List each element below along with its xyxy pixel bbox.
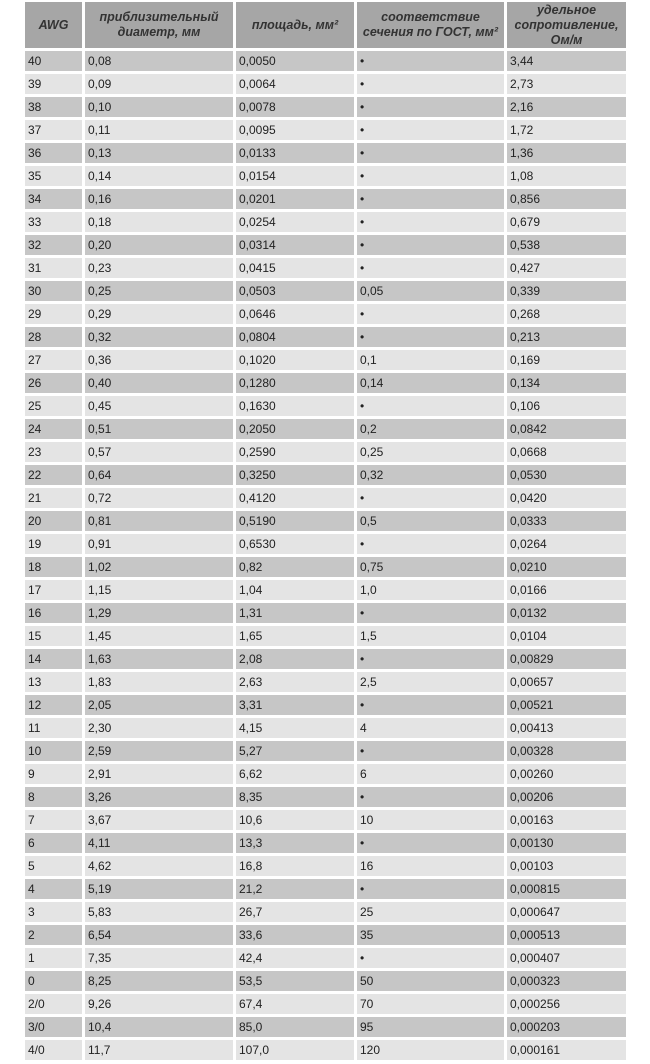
- cell-gost: 0,32: [357, 465, 504, 485]
- table-row: [25, 879, 626, 899]
- cell-awg: 2/0: [25, 994, 82, 1014]
- cell-awg: 17: [25, 580, 82, 600]
- cell-awg: 29: [25, 304, 82, 324]
- table-row: [25, 1017, 626, 1037]
- table-row: [25, 1040, 626, 1060]
- table-row: [25, 212, 626, 232]
- cell-awg: 22: [25, 465, 82, 485]
- cell-diameter: 6,54: [85, 925, 233, 945]
- cell-area: 1,31: [236, 603, 354, 623]
- cell-gost: 0,2: [357, 419, 504, 439]
- cell-diameter: 0,40: [85, 373, 233, 393]
- cell-resistance: 0,00657: [507, 672, 626, 692]
- cell-resistance: 2,73: [507, 74, 626, 94]
- table-row: [25, 833, 626, 853]
- cell-area: 21,2: [236, 879, 354, 899]
- cell-gost: 1,5: [357, 626, 504, 646]
- cell-diameter: 0,36: [85, 350, 233, 370]
- cell-gost: •: [357, 741, 504, 761]
- cell-area: 67,4: [236, 994, 354, 1014]
- cell-area: 0,0804: [236, 327, 354, 347]
- cell-resistance: 0,0132: [507, 603, 626, 623]
- cell-awg: 2: [25, 925, 82, 945]
- cell-resistance: 0,339: [507, 281, 626, 301]
- cell-awg: 1: [25, 948, 82, 968]
- cell-resistance: 0,0420: [507, 488, 626, 508]
- cell-resistance: 1,72: [507, 120, 626, 140]
- cell-diameter: 0,10: [85, 97, 233, 117]
- cell-area: 1,04: [236, 580, 354, 600]
- cell-area: 2,08: [236, 649, 354, 669]
- cell-gost: •: [357, 695, 504, 715]
- cell-diameter: 2,05: [85, 695, 233, 715]
- cell-gost: 0,25: [357, 442, 504, 462]
- cell-diameter: 8,25: [85, 971, 233, 991]
- cell-gost: 1,0: [357, 580, 504, 600]
- cell-awg: 28: [25, 327, 82, 347]
- cell-area: 0,2050: [236, 419, 354, 439]
- cell-resistance: 0,679: [507, 212, 626, 232]
- cell-gost: •: [357, 97, 504, 117]
- cell-diameter: 0,20: [85, 235, 233, 255]
- cell-area: 6,62: [236, 764, 354, 784]
- cell-resistance: 3,44: [507, 51, 626, 71]
- cell-area: 0,0133: [236, 143, 354, 163]
- cell-resistance: 0,00163: [507, 810, 626, 830]
- cell-diameter: 0,51: [85, 419, 233, 439]
- cell-awg: 30: [25, 281, 82, 301]
- cell-awg: 4: [25, 879, 82, 899]
- cell-diameter: 3,26: [85, 787, 233, 807]
- table-body: [25, 51, 626, 1060]
- header-row: [25, 2, 626, 48]
- cell-gost: •: [357, 327, 504, 347]
- cell-diameter: 2,59: [85, 741, 233, 761]
- cell-gost: •: [357, 120, 504, 140]
- header-resistance: удельное сопротивление, Ом/м: [507, 2, 626, 48]
- cell-awg: 12: [25, 695, 82, 715]
- table-row: [25, 350, 626, 370]
- cell-resistance: 0,213: [507, 327, 626, 347]
- cell-resistance: 0,0333: [507, 511, 626, 531]
- cell-area: 4,15: [236, 718, 354, 738]
- cell-resistance: 0,0530: [507, 465, 626, 485]
- header-awg: AWG: [25, 2, 82, 48]
- cell-awg: 6: [25, 833, 82, 853]
- cell-area: 2,63: [236, 672, 354, 692]
- cell-awg: 3/0: [25, 1017, 82, 1037]
- cell-resistance: 0,268: [507, 304, 626, 324]
- cell-gost: •: [357, 948, 504, 968]
- cell-gost: •: [357, 166, 504, 186]
- cell-area: 0,6530: [236, 534, 354, 554]
- table-row: [25, 511, 626, 531]
- cell-gost: 70: [357, 994, 504, 1014]
- cell-area: 0,0078: [236, 97, 354, 117]
- cell-area: 107,0: [236, 1040, 354, 1060]
- cell-area: 53,5: [236, 971, 354, 991]
- cell-resistance: 0,0668: [507, 442, 626, 462]
- cell-awg: 16: [25, 603, 82, 623]
- cell-diameter: 0,18: [85, 212, 233, 232]
- cell-awg: 27: [25, 350, 82, 370]
- cell-gost: 25: [357, 902, 504, 922]
- cell-diameter: 7,35: [85, 948, 233, 968]
- table-row: [25, 534, 626, 554]
- cell-diameter: 0,11: [85, 120, 233, 140]
- table-row: [25, 143, 626, 163]
- cell-area: 0,4120: [236, 488, 354, 508]
- cell-diameter: 2,91: [85, 764, 233, 784]
- cell-awg: 3: [25, 902, 82, 922]
- cell-awg: 5: [25, 856, 82, 876]
- table-row: [25, 465, 626, 485]
- cell-resistance: 0,000256: [507, 994, 626, 1014]
- cell-diameter: 4,62: [85, 856, 233, 876]
- cell-gost: 120: [357, 1040, 504, 1060]
- table-row: [25, 902, 626, 922]
- cell-area: 0,5190: [236, 511, 354, 531]
- cell-resistance: 0,000513: [507, 925, 626, 945]
- cell-resistance: 0,00206: [507, 787, 626, 807]
- cell-gost: 0,14: [357, 373, 504, 393]
- cell-area: 0,0314: [236, 235, 354, 255]
- table-row: [25, 304, 626, 324]
- cell-area: 0,0646: [236, 304, 354, 324]
- cell-diameter: 4,11: [85, 833, 233, 853]
- table-row: [25, 580, 626, 600]
- cell-awg: 31: [25, 258, 82, 278]
- table-row: [25, 718, 626, 738]
- cell-diameter: 3,67: [85, 810, 233, 830]
- table-row: [25, 396, 626, 416]
- cell-diameter: 1,15: [85, 580, 233, 600]
- cell-diameter: 0,72: [85, 488, 233, 508]
- cell-awg: 21: [25, 488, 82, 508]
- table-row: [25, 695, 626, 715]
- cell-diameter: 0,45: [85, 396, 233, 416]
- cell-resistance: 0,00130: [507, 833, 626, 853]
- cell-awg: 32: [25, 235, 82, 255]
- cell-diameter: 5,19: [85, 879, 233, 899]
- cell-gost: •: [357, 649, 504, 669]
- table-row: [25, 442, 626, 462]
- cell-gost: •: [357, 212, 504, 232]
- cell-gost: •: [357, 534, 504, 554]
- cell-diameter: 0,16: [85, 189, 233, 209]
- header-diameter: приблизительный диаметр, мм: [85, 2, 233, 48]
- cell-awg: 13: [25, 672, 82, 692]
- cell-awg: 23: [25, 442, 82, 462]
- table-row: [25, 235, 626, 255]
- cell-diameter: 0,81: [85, 511, 233, 531]
- cell-resistance: 0,00829: [507, 649, 626, 669]
- table-row: [25, 419, 626, 439]
- table-row: [25, 488, 626, 508]
- cell-awg: 40: [25, 51, 82, 71]
- cell-diameter: 0,29: [85, 304, 233, 324]
- table-row: [25, 810, 626, 830]
- cell-awg: 20: [25, 511, 82, 531]
- cell-resistance: 0,0166: [507, 580, 626, 600]
- cell-gost: 50: [357, 971, 504, 991]
- table-row: [25, 74, 626, 94]
- cell-resistance: 0,427: [507, 258, 626, 278]
- cell-area: 0,0254: [236, 212, 354, 232]
- cell-area: 42,4: [236, 948, 354, 968]
- table-row: [25, 603, 626, 623]
- cell-resistance: 0,000323: [507, 971, 626, 991]
- cell-diameter: 2,30: [85, 718, 233, 738]
- cell-diameter: 0,25: [85, 281, 233, 301]
- cell-resistance: 1,08: [507, 166, 626, 186]
- cell-area: 3,31: [236, 695, 354, 715]
- cell-diameter: 0,14: [85, 166, 233, 186]
- cell-diameter: 11,7: [85, 1040, 233, 1060]
- cell-diameter: 5,83: [85, 902, 233, 922]
- cell-awg: 8: [25, 787, 82, 807]
- cell-awg: 19: [25, 534, 82, 554]
- cell-gost: 10: [357, 810, 504, 830]
- table-row: [25, 189, 626, 209]
- table-row: [25, 97, 626, 117]
- cell-awg: 0: [25, 971, 82, 991]
- cell-resistance: 0,106: [507, 396, 626, 416]
- cell-resistance: 0,134: [507, 373, 626, 393]
- cell-gost: 4: [357, 718, 504, 738]
- cell-resistance: 0,000647: [507, 902, 626, 922]
- cell-gost: 0,1: [357, 350, 504, 370]
- cell-resistance: 0,000161: [507, 1040, 626, 1060]
- cell-resistance: 0,0104: [507, 626, 626, 646]
- cell-area: 85,0: [236, 1017, 354, 1037]
- table-row: [25, 672, 626, 692]
- cell-area: 0,0503: [236, 281, 354, 301]
- cell-awg: 36: [25, 143, 82, 163]
- cell-diameter: 0,08: [85, 51, 233, 71]
- table-row: [25, 971, 626, 991]
- cell-area: 0,1020: [236, 350, 354, 370]
- table-row: [25, 925, 626, 945]
- cell-gost: •: [357, 304, 504, 324]
- cell-resistance: 0,0264: [507, 534, 626, 554]
- cell-area: 13,3: [236, 833, 354, 853]
- table-row: [25, 649, 626, 669]
- cell-awg: 7: [25, 810, 82, 830]
- cell-resistance: 0,00103: [507, 856, 626, 876]
- table-row: [25, 557, 626, 577]
- cell-gost: 2,5: [357, 672, 504, 692]
- cell-gost: •: [357, 833, 504, 853]
- cell-awg: 10: [25, 741, 82, 761]
- cell-gost: •: [357, 235, 504, 255]
- header-gost: соответствие сечения по ГОСТ, мм²: [357, 2, 504, 48]
- cell-area: 1,65: [236, 626, 354, 646]
- table-row: [25, 741, 626, 761]
- cell-resistance: 0,856: [507, 189, 626, 209]
- cell-area: 0,0064: [236, 74, 354, 94]
- cell-area: 0,0095: [236, 120, 354, 140]
- cell-awg: 38: [25, 97, 82, 117]
- cell-awg: 34: [25, 189, 82, 209]
- cell-area: 0,0154: [236, 166, 354, 186]
- table-row: [25, 856, 626, 876]
- cell-area: 16,8: [236, 856, 354, 876]
- cell-area: 0,82: [236, 557, 354, 577]
- table-row: [25, 51, 626, 71]
- table-row: [25, 994, 626, 1014]
- cell-diameter: 1,63: [85, 649, 233, 669]
- cell-awg: 15: [25, 626, 82, 646]
- cell-gost: •: [357, 879, 504, 899]
- cell-gost: 6: [357, 764, 504, 784]
- cell-resistance: 0,538: [507, 235, 626, 255]
- cell-diameter: 0,09: [85, 74, 233, 94]
- cell-area: 0,0201: [236, 189, 354, 209]
- cell-gost: 95: [357, 1017, 504, 1037]
- cell-diameter: 1,83: [85, 672, 233, 692]
- cell-diameter: 1,29: [85, 603, 233, 623]
- table-row: [25, 258, 626, 278]
- cell-diameter: 1,02: [85, 557, 233, 577]
- table-row: [25, 787, 626, 807]
- cell-resistance: 0,00260: [507, 764, 626, 784]
- cell-area: 33,6: [236, 925, 354, 945]
- cell-resistance: 0,169: [507, 350, 626, 370]
- cell-resistance: 0,000407: [507, 948, 626, 968]
- table-row: [25, 120, 626, 140]
- cell-diameter: 0,23: [85, 258, 233, 278]
- cell-gost: 16: [357, 856, 504, 876]
- cell-resistance: 0,0842: [507, 419, 626, 439]
- cell-diameter: 0,13: [85, 143, 233, 163]
- cell-resistance: 0,00328: [507, 741, 626, 761]
- cell-gost: 35: [357, 925, 504, 945]
- table-row: [25, 764, 626, 784]
- awg-table: [22, 0, 629, 1063]
- cell-gost: •: [357, 143, 504, 163]
- cell-awg: 39: [25, 74, 82, 94]
- cell-area: 0,0050: [236, 51, 354, 71]
- cell-gost: •: [357, 787, 504, 807]
- table-row: [25, 373, 626, 393]
- table-row: [25, 281, 626, 301]
- cell-diameter: 10,4: [85, 1017, 233, 1037]
- cell-resistance: 0,000815: [507, 879, 626, 899]
- cell-gost: •: [357, 488, 504, 508]
- table-row: [25, 166, 626, 186]
- cell-diameter: 0,64: [85, 465, 233, 485]
- cell-diameter: 1,45: [85, 626, 233, 646]
- cell-area: 0,2590: [236, 442, 354, 462]
- table-row: [25, 626, 626, 646]
- cell-resistance: 0,00413: [507, 718, 626, 738]
- cell-gost: •: [357, 189, 504, 209]
- cell-awg: 24: [25, 419, 82, 439]
- cell-resistance: 0,000203: [507, 1017, 626, 1037]
- cell-gost: •: [357, 74, 504, 94]
- cell-gost: •: [357, 603, 504, 623]
- cell-area: 0,1630: [236, 396, 354, 416]
- table-row: [25, 948, 626, 968]
- cell-area: 8,35: [236, 787, 354, 807]
- cell-awg: 26: [25, 373, 82, 393]
- cell-area: 0,3250: [236, 465, 354, 485]
- cell-diameter: 0,57: [85, 442, 233, 462]
- cell-awg: 33: [25, 212, 82, 232]
- cell-gost: 0,05: [357, 281, 504, 301]
- cell-area: 5,27: [236, 741, 354, 761]
- cell-awg: 35: [25, 166, 82, 186]
- cell-awg: 9: [25, 764, 82, 784]
- cell-awg: 18: [25, 557, 82, 577]
- cell-resistance: 0,0210: [507, 557, 626, 577]
- cell-diameter: 0,91: [85, 534, 233, 554]
- cell-area: 26,7: [236, 902, 354, 922]
- cell-awg: 37: [25, 120, 82, 140]
- cell-diameter: 9,26: [85, 994, 233, 1014]
- cell-gost: •: [357, 258, 504, 278]
- cell-resistance: 2,16: [507, 97, 626, 117]
- cell-awg: 14: [25, 649, 82, 669]
- cell-area: 0,0415: [236, 258, 354, 278]
- cell-awg: 11: [25, 718, 82, 738]
- cell-awg: 25: [25, 396, 82, 416]
- header-area: площадь, мм²: [236, 2, 354, 48]
- cell-resistance: 0,00521: [507, 695, 626, 715]
- cell-area: 10,6: [236, 810, 354, 830]
- cell-gost: 0,75: [357, 557, 504, 577]
- cell-resistance: 1,36: [507, 143, 626, 163]
- table-row: [25, 327, 626, 347]
- cell-diameter: 0,32: [85, 327, 233, 347]
- cell-gost: 0,5: [357, 511, 504, 531]
- cell-gost: •: [357, 51, 504, 71]
- cell-gost: •: [357, 396, 504, 416]
- cell-area: 0,1280: [236, 373, 354, 393]
- cell-awg: 4/0: [25, 1040, 82, 1060]
